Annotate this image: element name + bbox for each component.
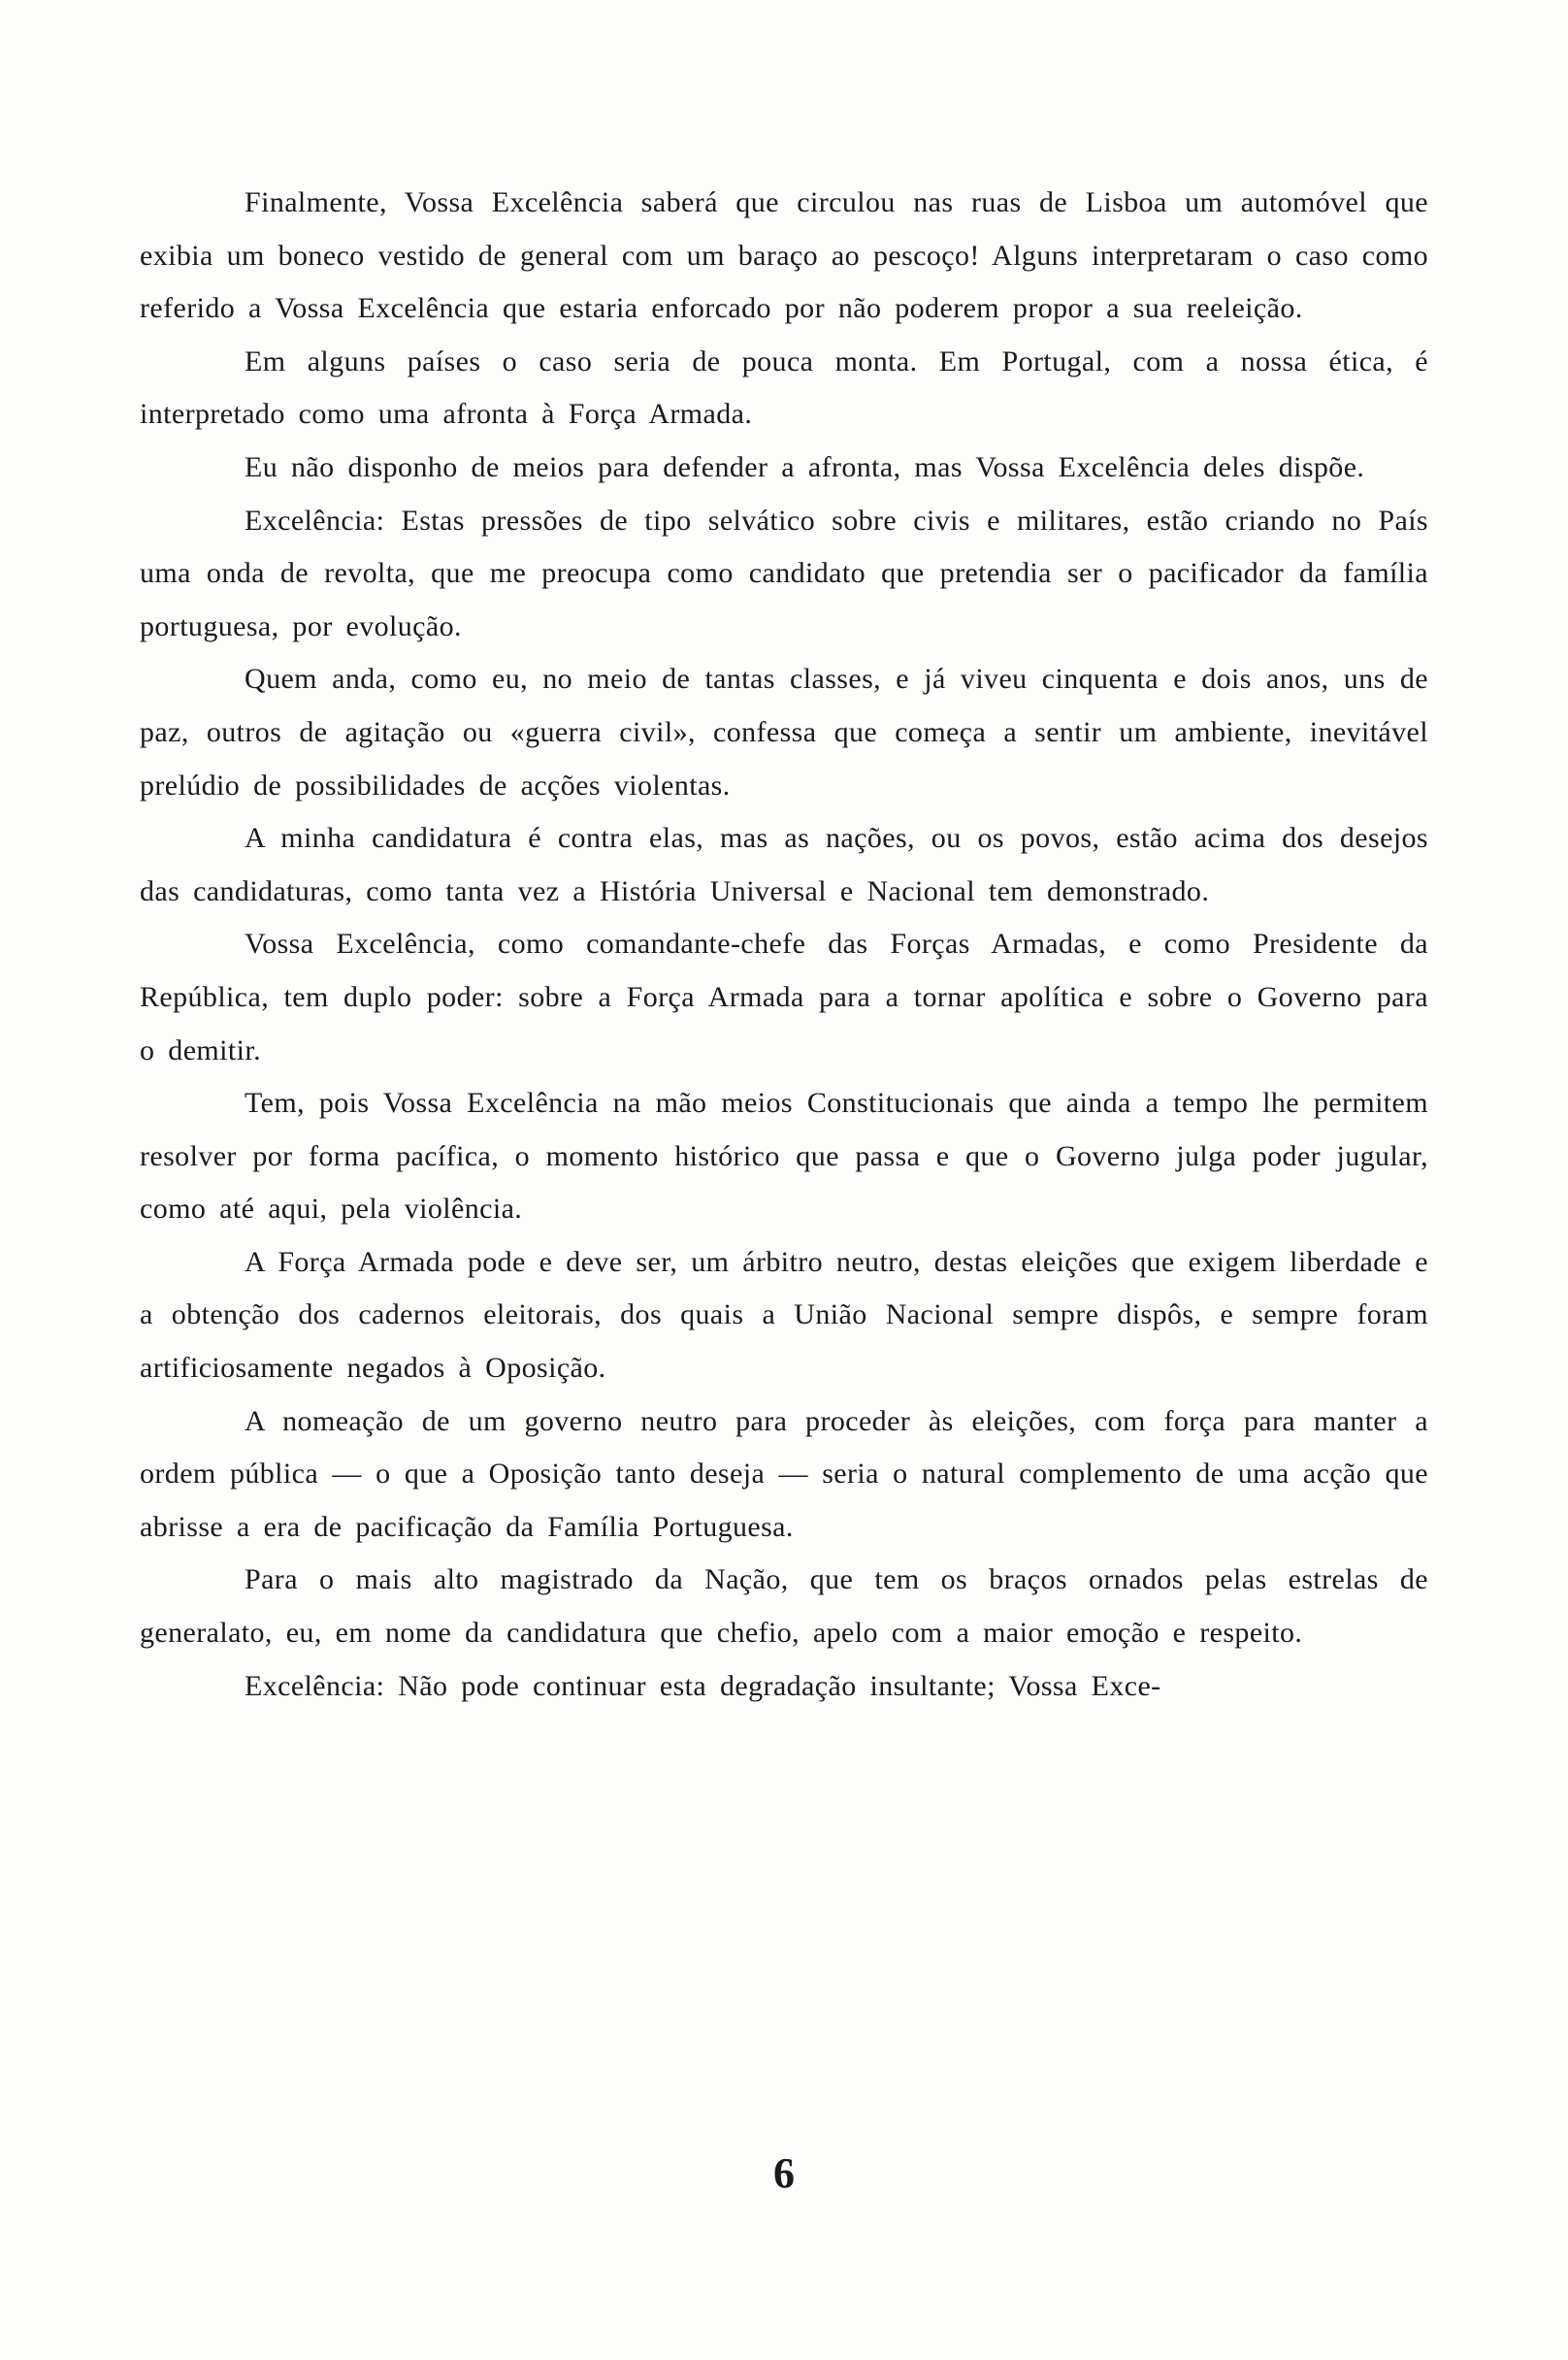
paragraph-3: Eu não disponho de meios para defender a afronta, mas Vossa Excelência deles dispõe. xyxy=(245,450,1365,483)
paragraph-2: Em alguns países o caso seria de pouca monta. Em Portugal, com a nossa ética, é interpretado como uma afronta à Força Armada. xyxy=(140,344,1428,431)
paragraph-9: A Força Armada pode e deve ser, um árbitro neutro, destas eleições que exigem liberdade e a obtenção dos cadernos eleitorais, dos quais a União Nacional sempre dispôs, e sempre foram artificiosamente negados à Oposição. xyxy=(140,1245,1428,1385)
paragraph-11: Para o mais alto magistrado da Nação, que tem os braços ornados pelas estrelas de generalato, eu, em nome da candidatura que chefio, apelo com a maior emoção e respeito. xyxy=(140,1563,1428,1650)
paragraph-4: Excelência: Estas pressões de tipo selvático sobre civis e militares, estão criando no País uma onda de revolta, que me preocupa como candidato que pretendia ser o pacificador da família portuguesa, por evolução. xyxy=(140,504,1428,642)
paragraph-5: Quem anda, como eu, no meio de tantas classes, e já viveu cinquenta e dois anos, uns de paz, outros de agitação ou «guerra civil», confessa que começa a sentir um ambiente, inevitável prelúdio de possibilidades de acções violentas. xyxy=(140,663,1428,802)
page-number: 6 xyxy=(773,2149,795,2197)
paragraph-12: Excelência: Não pode continuar esta degradação insultante; Vossa Exce- xyxy=(245,1669,1161,1702)
paragraph-6: A minha candidatura é contra elas, mas as nações, ou os povos, estão acima dos desejos das candidaturas, como tanta vez a História Universal e Nacional tem demonstrado. xyxy=(140,822,1428,907)
paragraph-8: Tem, pois Vossa Excelência na mão meios Constitucionais que ainda a tempo lhe permitem resolver por forma pacífica, o momento histórico que passa e que o Governo julga poder jugular, como até aqui, pela violência. xyxy=(140,1087,1428,1226)
body-text xyxy=(140,177,1428,1713)
paragraph-7: Vossa Excelência, como comandante-chefe das Forças Armadas, e como Presidente da República, tem duplo poder: sobre a Força Armada para a tornar apolítica e sobre o Governo para o demitir. xyxy=(140,928,1428,1066)
paragraph-10: A nomeação de um governo neutro para proceder às eleições, com força para manter a ordem pública — o que a Oposição tanto deseja — seria o natural complemento de uma acção que abrisse a era de pacificação da Família Portuguesa. xyxy=(140,1404,1428,1543)
paragraph-1: Finalmente, Vossa Excelência saberá que circulou nas ruas de Lisboa um automóvel que exibia um boneco vestido de general com um baraço ao pescoço! Alguns interpretaram o caso como referido a Vossa Excelência que estaria enforcado por não poderem propor a sua reeleição. xyxy=(140,186,1429,325)
